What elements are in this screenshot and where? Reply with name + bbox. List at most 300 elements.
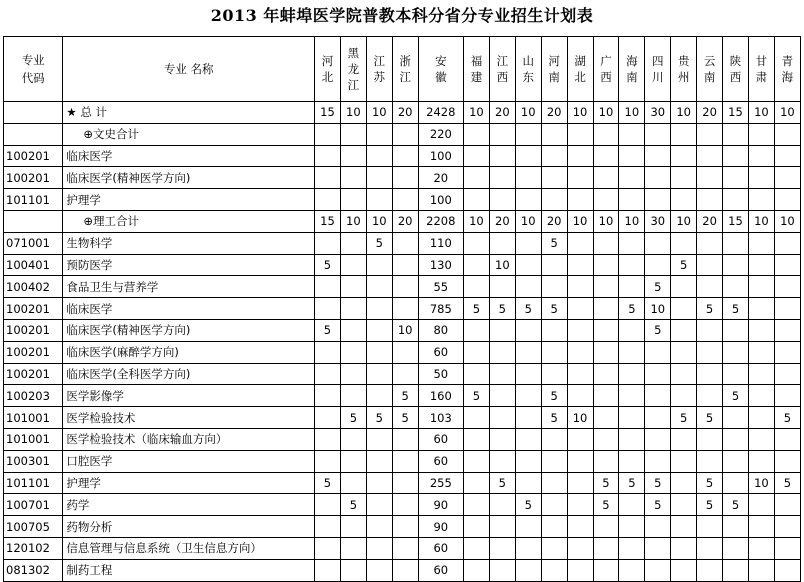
quota-cell: 5 <box>340 407 366 429</box>
quota-cell <box>489 123 515 145</box>
quota-cell <box>567 494 593 516</box>
table-row <box>4 319 801 341</box>
quota-cell <box>366 494 392 516</box>
quota-cell: 5 <box>671 254 697 276</box>
quota-cell <box>671 189 697 211</box>
quota-cell <box>489 516 515 538</box>
quota-cell <box>723 232 749 254</box>
major-name-cell: 医学影像学 <box>63 385 315 407</box>
quota-cell <box>489 319 515 341</box>
table-row <box>4 559 801 581</box>
quota-cell <box>463 559 489 581</box>
quota-cell <box>748 254 774 276</box>
quota-cell <box>723 254 749 276</box>
table-row <box>4 167 801 189</box>
quota-cell <box>723 276 749 298</box>
quota-cell: 20 <box>697 102 723 124</box>
quota-cell <box>671 450 697 472</box>
quota-cell <box>366 516 392 538</box>
header-name: 专业 名称 <box>63 37 315 102</box>
quota-cell <box>340 276 366 298</box>
quota-cell <box>515 341 541 363</box>
major-code-cell: 100203 <box>4 385 63 407</box>
quota-cell <box>315 450 341 472</box>
quota-cell <box>489 494 515 516</box>
table-row <box>4 276 801 298</box>
quota-cell <box>489 341 515 363</box>
quota-cell <box>515 450 541 472</box>
quota-cell <box>489 363 515 385</box>
quota-cell <box>515 276 541 298</box>
quota-cell <box>619 341 645 363</box>
quota-cell <box>567 298 593 320</box>
quota-cell <box>774 167 800 189</box>
quota-cell <box>593 385 619 407</box>
quota-cell <box>774 254 800 276</box>
quota-cell <box>774 276 800 298</box>
quota-cell <box>315 385 341 407</box>
quota-cell <box>567 537 593 559</box>
quota-cell <box>697 516 723 538</box>
quota-cell: 10 <box>392 319 418 341</box>
quota-cell <box>671 428 697 450</box>
quota-cell <box>541 123 567 145</box>
quota-cell <box>697 559 723 581</box>
quota-cell: 15 <box>315 210 341 232</box>
quota-cell <box>340 363 366 385</box>
quota-cell <box>671 232 697 254</box>
major-name-cell: 护理学 <box>63 189 315 211</box>
quota-cell <box>567 254 593 276</box>
major-code-cell: 101101 <box>4 189 63 211</box>
quota-cell <box>315 363 341 385</box>
quota-cell <box>541 145 567 167</box>
quota-cell <box>541 494 567 516</box>
quota-cell <box>619 537 645 559</box>
major-code-cell <box>4 102 63 124</box>
quota-cell <box>697 232 723 254</box>
quota-cell <box>515 407 541 429</box>
major-code-cell: 100701 <box>4 494 63 516</box>
quota-cell <box>645 145 671 167</box>
quota-cell: 10 <box>567 102 593 124</box>
quota-cell <box>593 189 619 211</box>
header-province: 河南 <box>541 37 567 102</box>
quota-cell <box>774 232 800 254</box>
quota-cell <box>340 472 366 494</box>
major-code-cell: 100201 <box>4 363 63 385</box>
quota-cell: 15 <box>723 102 749 124</box>
quota-cell <box>774 123 800 145</box>
major-name-cell: 医学检验技术 <box>63 407 315 429</box>
quota-cell: 10 <box>774 102 800 124</box>
quota-cell: 5 <box>723 298 749 320</box>
quota-cell <box>748 189 774 211</box>
quota-cell <box>567 123 593 145</box>
quota-cell <box>541 450 567 472</box>
quota-cell <box>463 494 489 516</box>
major-name-cell: 预防医学 <box>63 254 315 276</box>
table-row <box>4 450 801 472</box>
quota-cell <box>463 276 489 298</box>
major-code-cell: 100201 <box>4 341 63 363</box>
quota-cell: 10 <box>671 102 697 124</box>
quota-cell <box>697 428 723 450</box>
quota-cell <box>671 341 697 363</box>
quota-cell <box>645 407 671 429</box>
quota-cell <box>645 516 671 538</box>
quota-cell: 5 <box>593 472 619 494</box>
quota-cell <box>463 254 489 276</box>
quota-cell <box>723 341 749 363</box>
quota-cell <box>366 341 392 363</box>
quota-cell <box>774 559 800 581</box>
quota-cell <box>671 298 697 320</box>
header-province: 青海 <box>774 37 800 102</box>
quota-cell <box>541 363 567 385</box>
quota-cell: 10 <box>515 102 541 124</box>
quota-cell <box>392 559 418 581</box>
quota-cell <box>645 123 671 145</box>
quota-cell: 5 <box>366 407 392 429</box>
quota-cell: 90 <box>418 494 463 516</box>
quota-cell: 30 <box>645 102 671 124</box>
table-row <box>4 189 801 211</box>
quota-cell: 5 <box>340 494 366 516</box>
quota-cell <box>515 145 541 167</box>
quota-cell: 10 <box>489 254 515 276</box>
quota-cell: 15 <box>315 102 341 124</box>
quota-cell <box>315 167 341 189</box>
quota-cell <box>392 494 418 516</box>
quota-cell <box>392 167 418 189</box>
quota-cell <box>593 123 619 145</box>
major-name-cell: 药物分析 <box>63 516 315 538</box>
major-name-cell: ⊕理工合计 <box>63 210 315 232</box>
major-name-cell: 生物科学 <box>63 232 315 254</box>
quota-cell <box>697 319 723 341</box>
quota-cell <box>515 472 541 494</box>
quota-cell <box>340 559 366 581</box>
quota-cell <box>697 167 723 189</box>
major-name-cell: ★ 总 计 <box>63 102 315 124</box>
quota-cell <box>567 363 593 385</box>
quota-cell <box>645 559 671 581</box>
quota-cell <box>463 167 489 189</box>
quota-cell: 20 <box>392 210 418 232</box>
header-province: 山东 <box>515 37 541 102</box>
quota-cell <box>392 516 418 538</box>
quota-cell <box>340 341 366 363</box>
table-row <box>4 494 801 516</box>
quota-cell <box>392 450 418 472</box>
quota-cell <box>315 516 341 538</box>
quota-cell <box>315 537 341 559</box>
major-name-cell: 信息管理与信息系统（卫生信息方向） <box>63 537 315 559</box>
quota-cell: 10 <box>340 102 366 124</box>
quota-cell: 5 <box>774 407 800 429</box>
quota-cell <box>489 276 515 298</box>
quota-cell: 10 <box>645 298 671 320</box>
quota-cell <box>619 385 645 407</box>
quota-cell <box>463 472 489 494</box>
header-province: 广西 <box>593 37 619 102</box>
quota-cell <box>489 450 515 472</box>
quota-cell: 110 <box>418 232 463 254</box>
quota-cell: 60 <box>418 559 463 581</box>
quota-cell <box>315 232 341 254</box>
quota-cell <box>645 232 671 254</box>
table-row <box>4 298 801 320</box>
quota-cell: 30 <box>645 210 671 232</box>
quota-cell: 5 <box>366 232 392 254</box>
table-header-row <box>4 37 801 102</box>
quota-cell <box>515 123 541 145</box>
quota-cell <box>748 363 774 385</box>
quota-cell <box>671 167 697 189</box>
quota-cell: 5 <box>489 472 515 494</box>
quota-cell <box>748 123 774 145</box>
quota-cell: 5 <box>671 407 697 429</box>
quota-cell: 10 <box>748 210 774 232</box>
quota-cell <box>774 450 800 472</box>
major-name-cell: 临床医学 <box>63 145 315 167</box>
quota-cell <box>315 145 341 167</box>
major-name-cell: 口腔医学 <box>63 450 315 472</box>
quota-cell: 60 <box>418 341 463 363</box>
quota-cell <box>619 254 645 276</box>
quota-cell <box>774 363 800 385</box>
quota-cell <box>340 428 366 450</box>
quota-cell <box>619 145 645 167</box>
table-body <box>4 102 801 582</box>
quota-cell <box>541 472 567 494</box>
quota-cell <box>489 145 515 167</box>
quota-cell <box>593 276 619 298</box>
header-province: 浙江 <box>392 37 418 102</box>
header-province: 福建 <box>463 37 489 102</box>
quota-cell <box>748 537 774 559</box>
header-province: 四川 <box>645 37 671 102</box>
major-code-cell: 071001 <box>4 232 63 254</box>
quota-cell <box>671 537 697 559</box>
major-name-cell: 临床医学 <box>63 298 315 320</box>
quota-cell <box>723 472 749 494</box>
quota-cell <box>748 385 774 407</box>
quota-cell <box>489 537 515 559</box>
quota-cell <box>567 276 593 298</box>
quota-cell <box>315 341 341 363</box>
major-code-cell: 120102 <box>4 537 63 559</box>
quota-cell <box>541 428 567 450</box>
quota-cell: 5 <box>541 232 567 254</box>
quota-cell <box>774 341 800 363</box>
quota-cell <box>567 472 593 494</box>
quota-cell <box>593 145 619 167</box>
quota-cell <box>645 167 671 189</box>
quota-cell: 10 <box>463 210 489 232</box>
quota-cell <box>748 516 774 538</box>
quota-cell: 100 <box>418 145 463 167</box>
header-province: 海南 <box>619 37 645 102</box>
quota-cell <box>489 407 515 429</box>
quota-cell <box>366 450 392 472</box>
quota-cell: 10 <box>748 472 774 494</box>
quota-cell: 10 <box>463 102 489 124</box>
quota-cell <box>774 385 800 407</box>
quota-cell <box>392 363 418 385</box>
quota-cell: 20 <box>489 102 515 124</box>
quota-cell <box>340 319 366 341</box>
quota-cell <box>366 189 392 211</box>
quota-cell: 785 <box>418 298 463 320</box>
quota-cell <box>567 232 593 254</box>
quota-cell <box>748 559 774 581</box>
quota-cell <box>392 276 418 298</box>
quota-cell <box>723 407 749 429</box>
quota-cell <box>645 341 671 363</box>
quota-cell <box>593 537 619 559</box>
quota-cell <box>541 276 567 298</box>
quota-cell: 10 <box>340 210 366 232</box>
major-name-cell: 临床医学(全科医学方向) <box>63 363 315 385</box>
table-row <box>4 123 801 145</box>
quota-cell: 5 <box>392 407 418 429</box>
table-row <box>4 254 801 276</box>
quota-cell <box>619 494 645 516</box>
quota-cell <box>515 363 541 385</box>
quota-cell <box>463 407 489 429</box>
quota-cell: 5 <box>541 407 567 429</box>
quota-cell <box>748 298 774 320</box>
quota-cell <box>392 123 418 145</box>
quota-cell <box>671 123 697 145</box>
quota-cell: 10 <box>619 210 645 232</box>
quota-cell <box>515 319 541 341</box>
quota-cell: 5 <box>315 472 341 494</box>
quota-cell <box>567 428 593 450</box>
quota-cell <box>593 319 619 341</box>
quota-cell <box>366 167 392 189</box>
major-code-cell: 081302 <box>4 559 63 581</box>
table-row <box>4 341 801 363</box>
table-row <box>4 537 801 559</box>
quota-cell <box>671 494 697 516</box>
quota-cell: 10 <box>515 210 541 232</box>
major-name-cell: 临床医学(精神医学方向) <box>63 167 315 189</box>
quota-cell <box>593 363 619 385</box>
quota-cell: 60 <box>418 537 463 559</box>
quota-cell <box>567 559 593 581</box>
quota-cell <box>645 189 671 211</box>
quota-cell <box>723 123 749 145</box>
quota-cell <box>723 319 749 341</box>
quota-cell <box>541 537 567 559</box>
quota-cell: 5 <box>593 494 619 516</box>
quota-cell <box>541 516 567 538</box>
quota-cell <box>748 276 774 298</box>
major-name-cell: 临床医学(麻醉学方向) <box>63 341 315 363</box>
quota-cell <box>619 450 645 472</box>
quota-cell <box>748 407 774 429</box>
quota-cell <box>723 189 749 211</box>
quota-cell: 20 <box>489 210 515 232</box>
quota-cell: 20 <box>697 210 723 232</box>
quota-cell <box>463 450 489 472</box>
quota-cell <box>315 494 341 516</box>
quota-cell: 5 <box>515 494 541 516</box>
quota-cell <box>593 516 619 538</box>
quota-cell <box>366 385 392 407</box>
quota-cell <box>697 254 723 276</box>
quota-cell <box>392 145 418 167</box>
quota-cell <box>748 232 774 254</box>
major-code-cell: 100402 <box>4 276 63 298</box>
table-row <box>4 232 801 254</box>
table-row <box>4 407 801 429</box>
quota-cell <box>392 254 418 276</box>
quota-cell <box>697 145 723 167</box>
quota-cell <box>671 516 697 538</box>
quota-cell <box>340 516 366 538</box>
quota-cell <box>489 428 515 450</box>
quota-cell <box>748 341 774 363</box>
quota-cell <box>723 450 749 472</box>
quota-cell <box>593 167 619 189</box>
page-title: 2013 年蚌埠医学院普教本科分省分专业招生计划表 <box>210 6 594 25</box>
header-province: 湖北 <box>567 37 593 102</box>
major-code-cell: 100201 <box>4 145 63 167</box>
quota-cell <box>723 516 749 538</box>
quota-cell <box>774 428 800 450</box>
quota-cell <box>366 537 392 559</box>
quota-cell <box>515 254 541 276</box>
quota-cell <box>593 341 619 363</box>
header-province: 黑龙江 <box>340 37 366 102</box>
quota-cell <box>567 189 593 211</box>
quota-cell <box>463 341 489 363</box>
quota-cell <box>619 189 645 211</box>
quota-cell <box>489 167 515 189</box>
quota-cell <box>774 319 800 341</box>
quota-cell <box>619 167 645 189</box>
quota-cell: 10 <box>366 102 392 124</box>
quota-cell: 60 <box>418 428 463 450</box>
quota-cell <box>567 385 593 407</box>
quota-cell <box>671 385 697 407</box>
quota-cell <box>366 298 392 320</box>
quota-cell <box>697 123 723 145</box>
quota-cell <box>463 123 489 145</box>
quota-cell: 5 <box>645 276 671 298</box>
quota-cell <box>515 559 541 581</box>
major-name-cell: 护理学 <box>63 472 315 494</box>
quota-cell: 5 <box>392 385 418 407</box>
quota-cell: 103 <box>418 407 463 429</box>
quota-cell <box>619 428 645 450</box>
quota-cell <box>315 123 341 145</box>
quota-cell: 255 <box>418 472 463 494</box>
quota-cell <box>774 298 800 320</box>
quota-cell <box>340 254 366 276</box>
quota-cell <box>723 145 749 167</box>
major-code-cell <box>4 123 63 145</box>
quota-cell: 5 <box>774 472 800 494</box>
quota-cell <box>315 428 341 450</box>
quota-cell <box>463 363 489 385</box>
quota-cell <box>366 319 392 341</box>
quota-cell <box>463 428 489 450</box>
